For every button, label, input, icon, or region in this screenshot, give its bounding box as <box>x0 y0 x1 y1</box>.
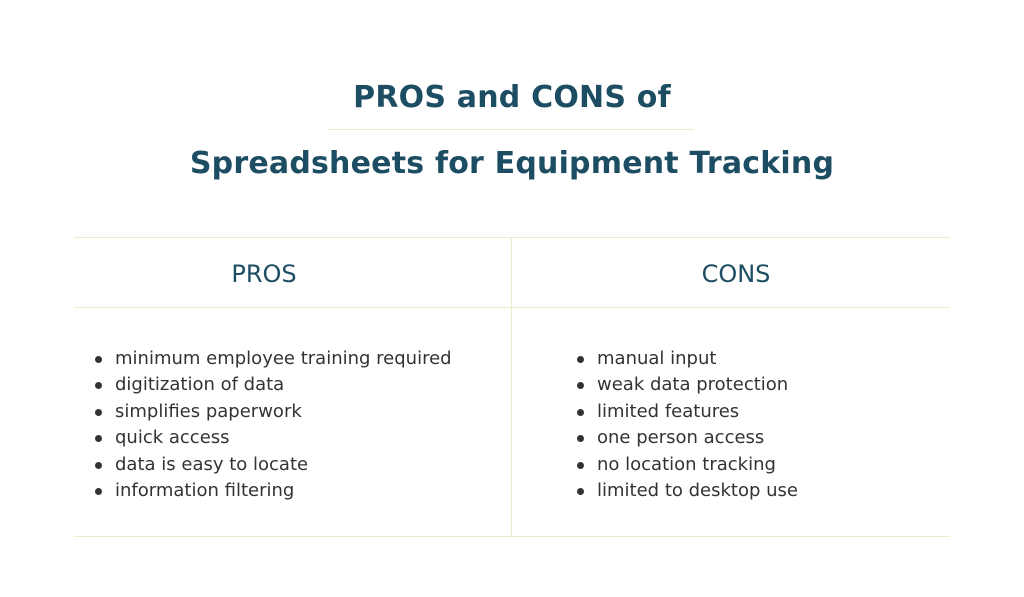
list-item-text: weak data protection <box>597 374 789 396</box>
list-item <box>92 346 452 372</box>
list-item <box>574 346 798 372</box>
list-item <box>574 478 798 504</box>
bullet-icon <box>95 356 102 363</box>
pros-cons-table <box>74 237 950 537</box>
list-item-text: limited to desktop use <box>597 479 798 501</box>
list-item-text: data is easy to locate <box>115 453 309 475</box>
list-item-text: quick access <box>115 427 230 449</box>
list-item-text: limited features <box>597 400 740 422</box>
table-bottom-rule <box>74 536 950 537</box>
list-item-text: manual input <box>597 348 717 369</box>
bullet-icon <box>95 382 102 389</box>
bullet-icon <box>577 488 584 495</box>
pros-list <box>92 346 452 504</box>
cons-list <box>574 346 798 504</box>
list-item-text: one person access <box>597 427 765 449</box>
list-item <box>92 399 452 425</box>
list-item-text: no location tracking <box>597 453 776 475</box>
list-item-text: simplifies paperwork <box>115 400 302 422</box>
bullet-icon <box>577 435 584 442</box>
page-title-line-1: PROS and CONS of <box>353 80 671 115</box>
header-bottom-rule <box>74 307 950 308</box>
bullet-icon <box>577 356 584 363</box>
bullet-icon <box>577 409 584 416</box>
list-item <box>92 452 452 478</box>
list-item <box>92 372 452 398</box>
bullet-icon <box>95 409 102 416</box>
list-item <box>574 372 798 398</box>
list-item <box>574 399 798 425</box>
list-item <box>574 452 798 478</box>
bullet-icon <box>95 435 102 442</box>
list-item-text: minimum employee training required <box>115 348 452 369</box>
cons-heading: CONS <box>701 260 771 288</box>
bullet-icon <box>577 382 584 389</box>
table-top-rule <box>74 237 950 238</box>
list-item <box>574 425 798 451</box>
bullet-icon <box>95 462 102 469</box>
bullet-icon <box>95 488 102 495</box>
list-item <box>92 425 452 451</box>
bullet-icon <box>577 462 584 469</box>
pros-heading: PROS <box>231 260 297 288</box>
list-item <box>92 478 452 504</box>
list-item-text: digitization of data <box>115 374 285 396</box>
list-item-text: information filtering <box>115 479 295 501</box>
title-divider <box>328 129 694 130</box>
page-title-line-2: Spreadsheets for Equipment Tracking <box>189 146 835 181</box>
